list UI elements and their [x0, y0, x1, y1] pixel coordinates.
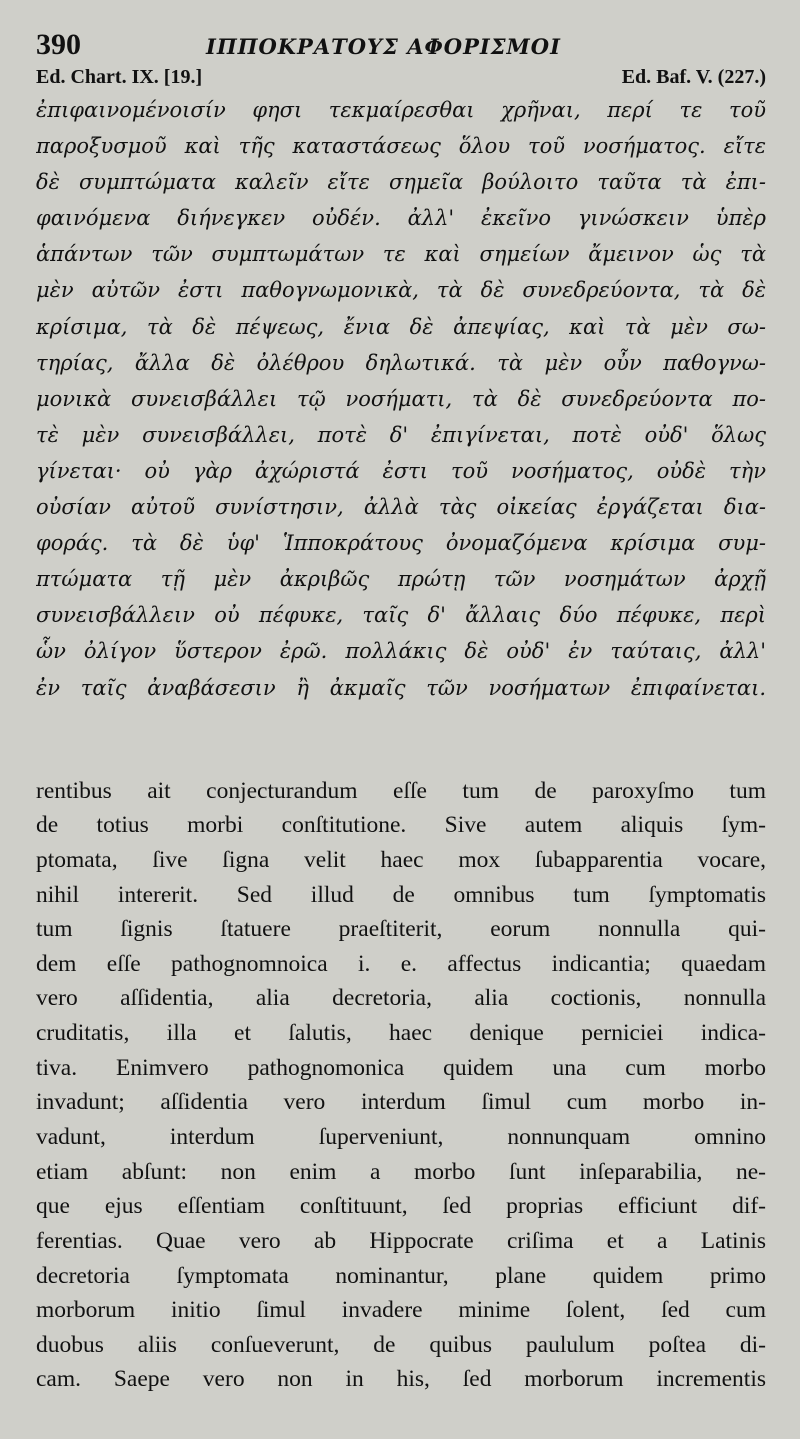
greek-text-line: συνεισβάλλειν οὐ πέφυκε, ταῖς δ' ἄλλαις δύο πέφυκε, περὶ [36, 603, 766, 628]
page-header [36, 28, 766, 64]
greek-text-line: φαινόμενα διήνεγκεν οὐδέν. ἀλλ' ἐκεῖνο γινώσκειν ὑπὲρ [36, 206, 766, 231]
latin-text-block [36, 774, 766, 1398]
latin-text-line: vero aſſidentia, alia decretoria, alia coctionis, nonnulla [36, 985, 766, 1012]
latin-text-line: de totius morbi conſtitutione. Sive autem aliquis ſym- [36, 812, 766, 839]
latin-text-line: ptomata, ſive ſigna velit haec mox ſubapparentia vocare, [36, 846, 766, 873]
greek-text-line: ἐν ταῖς ἀναβάσεσιν ἢ ἀκμαῖς τῶν νοσήματων ἐπιφαίνεται. [36, 675, 766, 700]
latin-text-line: ferentias. Quae vero ab Hippocrate criſima et a Latinis [36, 1227, 766, 1254]
greek-text-line: τηρίας, ἄλλα δὲ ὀλέθρου δηλωτικά. τὰ μὲν οὖν παθογνω- [36, 350, 766, 375]
latin-text-line: dem eſſe pathognomnoica i. e. affectus indicantia; quaedam [36, 950, 766, 977]
latin-text-line: invadunt; aſſidentia vero interdum ſimul cum morbo in- [36, 1089, 766, 1116]
greek-text-line: μὲν αὐτῶν ἐστι παθογνωμονικὰ, τὰ δὲ συνεδρεύοντα, τὰ δὲ [36, 278, 766, 303]
greek-text-line: ἐπιφαινομένοισίν φησι τεκμαίρεσθαι χρῆναι, περί τε τοῦ [36, 98, 766, 122]
page-number: 390 [36, 28, 81, 61]
greek-text-block [36, 92, 766, 706]
latin-text-line: tiva. Enimvero pathognomonica quidem una cum morbo [36, 1054, 766, 1081]
edition-left: Ed. Chart. IX. [19.] [36, 66, 203, 88]
latin-text-line: decretoria ſymptomata nominantur, plane quidem primo [36, 1262, 766, 1289]
latin-text-line: vadunt, interdum ſuperveniunt, nonnunquam omnino [36, 1124, 766, 1150]
latin-text-line: morborum initio ſimul invadere minime ſolent, ſed cum [36, 1297, 766, 1324]
greek-text-line: γίνεται· οὐ γὰρ ἀχώριστά ἐστι τοῦ νοσήματος, οὐδὲ τὴν [36, 458, 766, 483]
latin-text-line: duobus aliis conſueverunt, de quibus paululum poſtea di- [36, 1331, 766, 1358]
greek-text-line: ὧν ὀλίγον ὕστερον ἐρῶ. πολλάκις δὲ οὐδ' ἐν ταύταις, ἀλλ' [36, 639, 766, 664]
greek-text-line: δὲ συμπτώματα καλεῖν εἴτε σημεῖα βούλοιτο ταῦτα τὰ ἐπι- [36, 170, 766, 195]
edition-right: Ed. Baf. V. (227.) [621, 66, 766, 88]
latin-text-line: que ejus eſſentiam conſtituunt, ſed proprias efficiunt dif- [36, 1193, 766, 1220]
latin-text-line: rentibus ait conjecturandum eſſe tum de paroxyſmo tum [36, 777, 766, 804]
greek-text-line: πτώματα τῇ μὲν ἀκριβῶς πρώτῃ τῶν νοσημάτων ἀρχῇ [36, 567, 766, 592]
latin-text-line: cruditatis, illa et ſalutis, haec denique perniciei indica- [36, 1020, 766, 1047]
greek-text-line: μονικὰ συνεισβάλλει τῷ νοσήματι, τὰ δὲ συνεδρεύοντα πο- [36, 386, 766, 411]
latin-text-line: cam. Saepe vero non in his, ſed morborum incrementis [36, 1366, 766, 1393]
greek-text-line: τὲ μὲν συνεισβάλλει, ποτὲ δ' ἐπιγίνεται, ποτὲ οὐδ' ὅλως [36, 422, 766, 447]
latin-text-line: tum ſignis ſtatuere praeſtiterit, eorum nonnulla qui- [36, 916, 766, 943]
edition-reference-line [36, 66, 766, 92]
latin-text-line: etiam abſunt: non enim a morbo ſunt inſeparabilia, ne- [36, 1158, 766, 1185]
latin-text-line: nihil intererit. Sed illud de omnibus tum ſymptomatis [36, 881, 766, 908]
greek-text-line: κρίσιμα, τὰ δὲ πέψεως, ἔνια δὲ ἀπεψίας, καὶ τὰ μὲν σω- [36, 314, 766, 339]
greek-text-line: ἁπάντων τῶν συμπτωμάτων τε καὶ σημείων ἄμεινον ὡς τὰ [36, 242, 766, 267]
running-title: ΙΠΠΟΚΡΑΤΟΥΣ ΑΦΟΡΙΣΜΟΙ [206, 34, 561, 59]
greek-text-line: παροξυσμοῦ καὶ τῆς καταστάσεως ὅλου τοῦ νοσήματος. εἴτε [36, 134, 766, 159]
greek-text-line: φοράς. τὰ δὲ ὑφ' Ἱπποκράτους ὀνομαζόμενα κρίσιμα συμ- [36, 531, 766, 556]
greek-text-line: οὐσίαν αὐτοῦ συνίστησιν, ἀλλὰ τὰς οἰκείας ἐργάζεται δια- [36, 495, 766, 520]
